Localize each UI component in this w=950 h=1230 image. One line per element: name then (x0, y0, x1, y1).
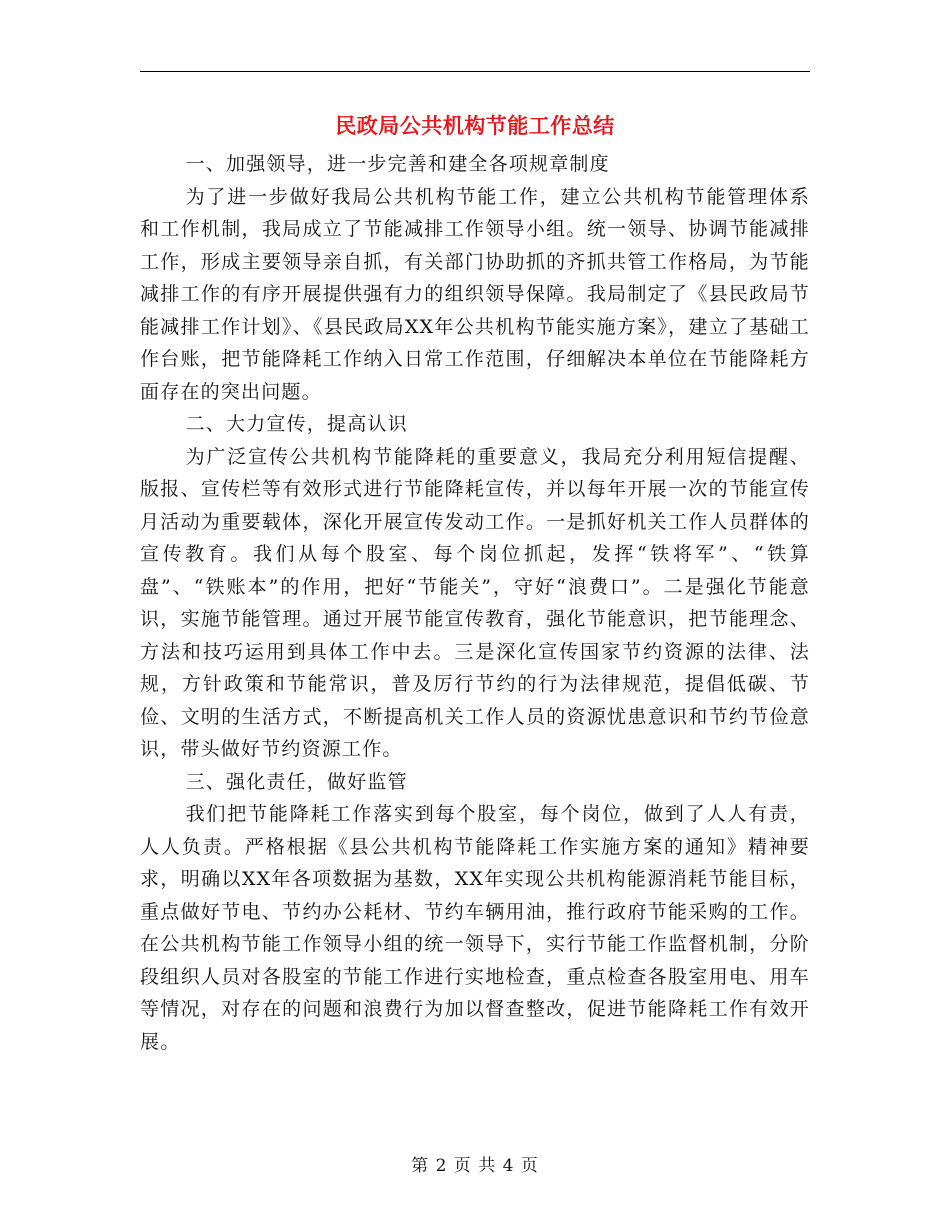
section-paragraph-1: 为了进一步做好我局公共机构节能工作，建立公共机构节能管理体系和工作机制，我局成立了节能减排工作领导小组。统一领导、协调节能减排工作，形成主要领导亲自抓，有关部门协助抓的齐抓共管工作格局，为节能减排工作的有序开展提供强有力的组织领导保障。我局制定了《县民政局节能减排工作计划》、《县民政局XX年公共机构节能实施方案》，建立了基础工作台账，把节能降耗工作纳入日常工作范围，仔细解决本单位在节能降耗方面存在的突出问题。 (140, 185, 810, 403)
document-body (140, 148, 810, 1058)
section-paragraph-2: 为广泛宣传公共机构节能降耗的重要意义，我局充分利用短信提醒、版报、宣传栏等有效形式进行节能降耗宣传，并以每年开展一次的节能宣传月活动为重要载体，深化开展宣传发动工作。一是抓好机关工作人员群体的宣传教育。我们从每个股室、每个岗位抓起，发挥“铁将军”、“铁算盘”、“铁账本”的作用，把好“节能关”，守好“浪费口”。二是强化节能意识，实施节能管理。通过开展节能宣传教育，强化节能意识，把节能理念、方法和技巧运用到具体工作中去。三是深化宣传国家节约资源的法律、法规，方针政策和节能常识，普及厉行节约的行为法律规范，提倡低碳、节俭、文明的生活方式，不断提高机关工作人员的资源忧患意识和节约节俭意识，带头做好节约资源工作。 (140, 445, 810, 760)
header-rule (140, 71, 810, 72)
section-heading-2: 二、大力宣传，提高认识 (185, 413, 408, 435)
section-paragraph-3: 我们把节能降耗工作落实到每个股室，每个岗位，做到了人人有责，人人负责。严格根据《县公共机构节能降耗工作实施方案的通知》精神要求，明确以XX年各项数据为基数，XX年实现公共机构能源消耗节能目标，重点做好节电、节约办公耗材、节约车辆用油，推行政府节能采购的工作。在公共机构节能工作领导小组的统一领导下，实行节能工作监督机制，分阶段组织人员对各股室的节能工作进行实地检查，重点检查各股室用电、用车等情况，对存在的问题和浪费行为加以督查整改，促进节能降耗工作有效开展。 (140, 803, 810, 1053)
document-title: 民政局公共机构节能工作总结 (335, 113, 615, 138)
section-heading-1: 一、加强领导，进一步完善和建全各项规章制度 (185, 153, 610, 175)
section-heading-3: 三、强化责任，做好监管 (185, 770, 408, 793)
page-number: 第 2 页 共 4 页 (411, 1156, 539, 1176)
